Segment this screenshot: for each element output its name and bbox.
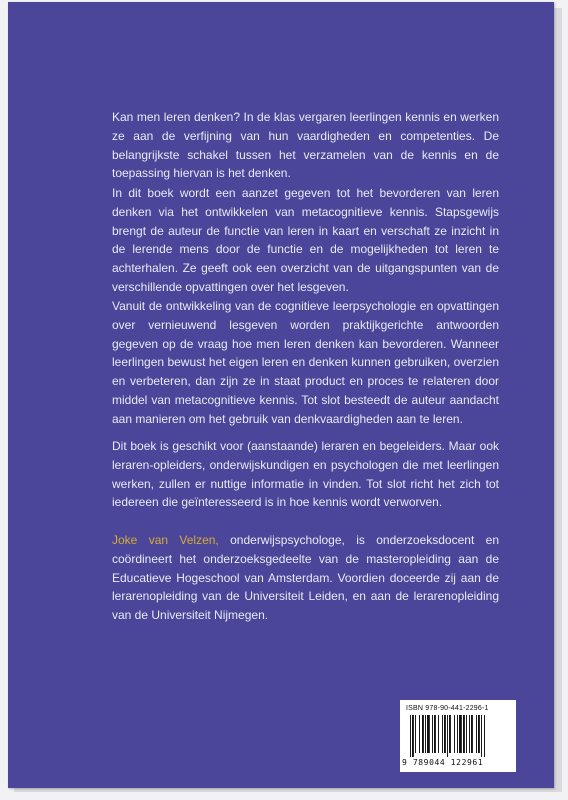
blurb-paragraph-4: Dit boek is geschikt voor (aanstaande) leraren en begeleiders. Maar ook leraren-opleiders, onderwijskundigen en psychologen die met leerlingen werken, zullen er nuttige informatie in vinden. Tot slot richt het zich tot iedereen die geïnteresseerd is in hoe kennis wordt verworven. [112, 439, 499, 510]
barcode-image [408, 715, 508, 757]
author-bio [112, 531, 499, 625]
blurb-paragraph-2: In dit boek wordt een aanzet gegeven tot het bevorderen van leren denken via het ontwikkelen van metacognitieve kennis. Stapsgewijs brengt de auteur de functie van leren in kaart en verschaft ze inzicht in de lerende mens door de functie en de mogelijkheden tot leren te achterhalen. Ze geeft ook een overzicht van de uitgangspunten van de verschillende opvattingen over het lesgeven. [112, 186, 499, 294]
barcode-digits: 9 789044 122961 [402, 758, 484, 767]
author-name: Joke van Velzen, [112, 533, 219, 547]
blurb-paragraph-3: Vanuit de ontwikkeling van de cognitieve leerpsychologie en opvattingen over vernieuwend lesgeven worden praktijkgerichte antwoorden gegeven op de vraag hoe men leren denken kan bevorderen. Wanneer leerlingen bewust het eigen leren en denken kunnen gebruiken, overzien en verbeteren, dan zijn ze in staat product en proces te relateren door middel van metacognitieve kennis. Tot slot besteedt de auteur aandacht aan manieren om het gebruik van denkvaardigheden aan te leren. [112, 299, 499, 426]
blurb-paragraph-1: Kan men leren denken? In de klas vergaren leerlingen kennis en werken ze aan de verfijning van hun vaardigheden en competenties. De belangrijkste schakel tussen het verzamelen van de kennis en de toepassing hiervan is het denken. [112, 110, 499, 181]
isbn-barcode-box [400, 700, 516, 772]
author-bio-text: onderwijspsychologe, is onderzoeksdocent en coördineert het onderzoeksgedeelte van de masteropleiding aan de Educatieve Hogeschool van Amsterdam. Voordien doceerde zij aan de lerarenopleiding van de Universiteit Leiden, en aan de lerarenopleiding van de Universiteit Nijmegen. [112, 533, 499, 623]
isbn-label: ISBN 978-90-441-2296-1 [406, 705, 489, 712]
